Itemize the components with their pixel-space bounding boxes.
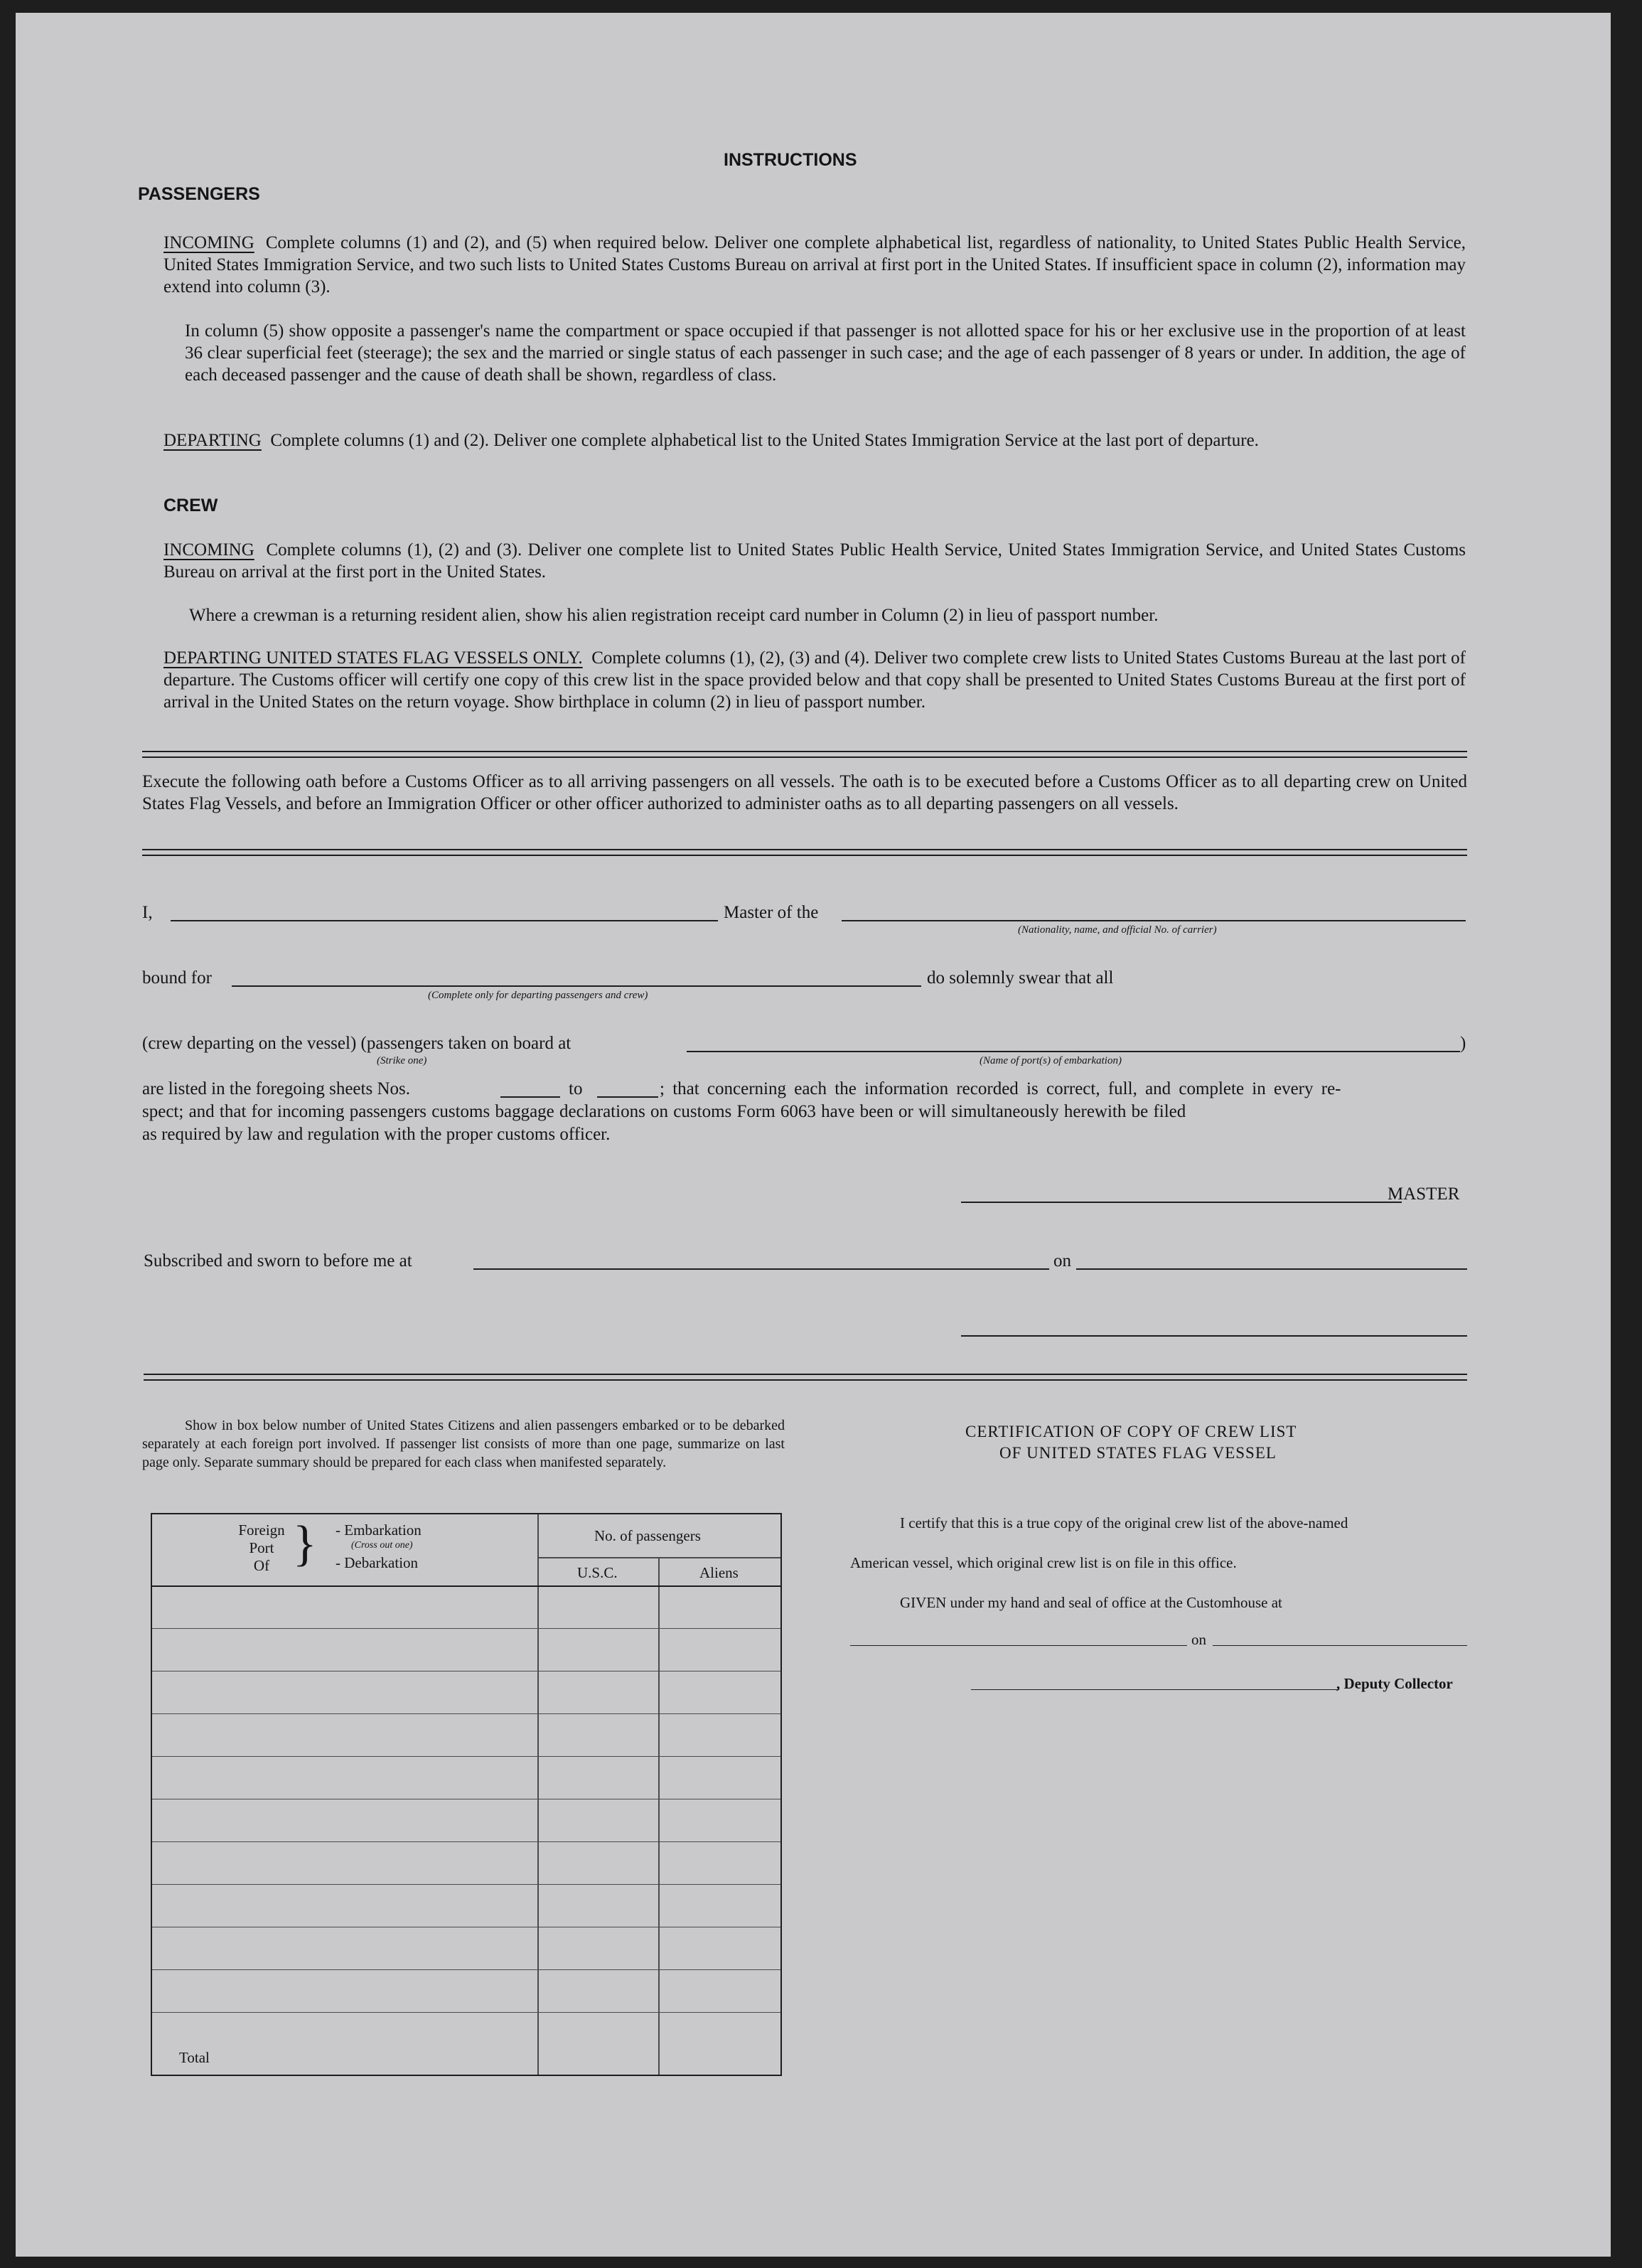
passengers-incoming [163,232,1466,298]
passengers-departing-label: DEPARTING [163,431,262,450]
oath-listed-pre: are listed in the foregoing sheets Nos. [142,1079,410,1098]
sheet-from-field[interactable] [500,1096,560,1098]
col-divider-aliens [658,1557,660,2075]
brace-icon: } [293,1517,317,1571]
crew-departing-label: DEPARTING UNITED STATES FLAG VESSELS ONLY. [163,648,583,668]
aliens-header: Aliens [699,1564,739,1581]
sheet-to-field[interactable] [597,1096,658,1098]
embarkation-label: - Embarkation [336,1521,422,1539]
oath-crew-departing: (crew departing on the vessel) (passengers taken on board at [142,1034,572,1053]
bound-for-field[interactable] [232,985,921,987]
subheader-line [537,1557,780,1558]
table-row[interactable] [152,1628,780,1629]
oath-line3: as required by law and regulation with the proper customs officer. [142,1125,611,1144]
subscribed-date-field[interactable] [1076,1268,1467,1270]
table-row[interactable] [152,1713,780,1714]
table-row[interactable] [152,1884,780,1885]
certify-line-1: I certify that this is a true copy of the original crew list of the above-named [900,1514,1348,1531]
cross-out-hint: (Cross out one) [351,1540,413,1551]
oath-bound-for: bound for [142,968,212,988]
cert-on-label: on [1191,1631,1206,1648]
deputy-signature-field[interactable] [971,1689,1339,1690]
port-header-line-3: Of [253,1557,270,1574]
crew-departing [163,647,1466,713]
table-row[interactable] [152,1841,780,1842]
passengers-incoming-label: INCOMING [163,233,254,252]
divider-1 [142,751,1467,758]
master-name-field[interactable] [171,920,718,921]
oath-listed-to: to [569,1079,583,1098]
port-header-line-2: Port [249,1539,274,1556]
subscribed-label: Subscribed and sworn to before me at [144,1251,412,1271]
oath-listed-post: ; that concerning each the information recorded is correct, full, and complete in every re- [660,1079,1341,1098]
passengers-incoming-text: Complete columns (1) and (2), and (5) when required below. Deliver one complete alphabetical list, regardless of nationality, to United States Public Health Service, United States Immigration Service, and two such lists to United States Customs Bureau on arrival at first port in the United States. If insufficient space in column (2), information may extend into column (3). [163,233,1466,296]
oath-close-paren: ) [1460,1034,1466,1053]
cert-date-field[interactable] [1213,1645,1467,1646]
strike-hint: (Strike one) [377,1055,427,1066]
table-row[interactable] [152,2012,780,2013]
port-header-line-1: Foreign [238,1521,285,1539]
crew-heading: CREW [163,496,218,515]
passengers-column5: In column (5) show opposite a passenger's name the compartment or space occupied if that passenger is not allotted space for his or her exclusive use in the proportion of at least 36 clear superficial feet (steerage); the sex and the married or single status of each passenger in such case; and the age of each passenger of 8 years or under. In addition, the age of each deceased passenger and the cause of death shall be shown, regardless of class. [185,321,1466,385]
cert-heading-1: CERTIFICATION OF COPY OF CREW LIST [965,1423,1297,1440]
divider-3 [144,1374,1467,1381]
customhouse-field[interactable] [850,1645,1187,1646]
certify-line-2: American vessel, which original crew list is on file in this office. [850,1554,1237,1571]
table-row[interactable] [152,1756,780,1757]
nationality-hint: (Nationality, name, and official No. of carrier) [1018,924,1217,936]
crew-incoming-label: INCOMING [163,540,254,560]
oath-line2: spect; and that for incoming passengers customs baggage declarations on customs Form 6063 have been or will simultaneously herewith be filed [142,1102,1186,1121]
passengers-departing [163,429,1466,451]
subscribed-on-label: on [1053,1251,1071,1271]
passenger-summary-table [151,1513,782,2076]
oath-i-label: I, [142,903,153,922]
page-title: INSTRUCTIONS [724,150,857,170]
crew-incoming [163,539,1466,583]
crew-incoming-text: Complete columns (1), (2) and (3). Deliver one complete list to United States Public Health Service, United States Immigration Service, and United States Customs Bureau on arrival at the first port in the United States. [163,540,1466,582]
passengers-heading: PASSENGERS [138,184,260,204]
no-passengers-header: No. of passengers [594,1527,701,1544]
crew-alien: Where a crewman is a returning resident alien, show his alien registration receipt card number in Column (2) in lieu of passport number. [189,606,1159,625]
form-sheet [16,13,1611,2257]
deputy-collector-label: , Deputy Collector [1336,1675,1453,1692]
summary-instructions: Show in box below number of United States Citizens and alien passengers embarked or to be debarked separately at each foreign port involved. If passenger list consists of more than one page, summarize on last page only. Separate summary should be prepared for each class when manifested separately. [142,1418,785,1470]
oath-note: Execute the following oath before a Customs Officer as to all arriving passengers on all vessels. The oath is to be executed before a Customs Officer as to all departing crew on United States Flag Vessels, and before an Immigration Officer or other officer authorized to administer oaths as to all departing passengers on all vessels. [142,772,1467,813]
port-col-header [236,1521,287,1575]
carrier-field[interactable] [842,920,1466,921]
cert-heading-2: OF UNITED STATES FLAG VESSEL [999,1444,1277,1462]
oath-swear: do solemnly swear that all [927,968,1114,988]
master-label: MASTER [1388,1184,1460,1204]
total-label: Total [179,2049,210,2066]
header-bottom-line [152,1585,780,1587]
table-row[interactable] [152,1969,780,1970]
given-label: GIVEN under my hand and seal of office at the Customhouse at [900,1594,1282,1611]
usc-header: U.S.C. [577,1564,618,1581]
port-embarkation-field[interactable] [687,1051,1460,1052]
col-divider-main [537,1514,539,2075]
crew-departing-text: Complete columns (1), (2), (3) and (4). Deliver two complete crew lists to United States Customs Bureau at the last port of departure. The Customs officer will certify one copy of this crew list in the space provided below and that copy shall be presented to United States Customs Bureau at the first port of arrival in the United States on the return voyage. Show birthplace in column (2) in lieu of passport number. [163,648,1466,712]
bound-hint: (Complete only for departing passengers and crew) [428,990,648,1001]
passengers-departing-text: Complete columns (1) and (2). Deliver one complete alphabetical list to the United States Immigration Service at the last port of departure. [270,431,1259,450]
divider-2 [142,849,1467,856]
master-signature-field[interactable] [961,1202,1402,1203]
subscribed-place-field[interactable] [473,1268,1049,1270]
officer-signature-field[interactable] [961,1335,1467,1337]
debarkation-label: - Debarkation [336,1554,419,1571]
port-hint: (Name of port(s) of embarkation) [980,1055,1122,1066]
oath-master-of: Master of the [724,903,819,922]
